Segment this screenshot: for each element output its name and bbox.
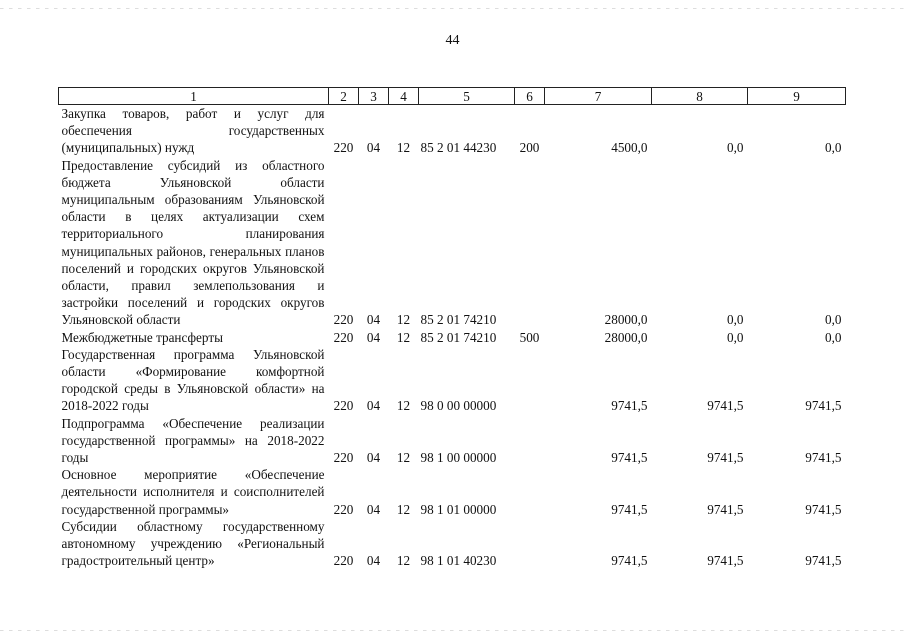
cell-amount-col7: 9741,5 <box>611 501 648 517</box>
cell-amount-col9: 0,0 <box>825 329 842 345</box>
cell-expense-type: 500 <box>519 329 540 345</box>
cell-admin-code: 220 <box>333 312 354 328</box>
cell-subsection-code: 12 <box>396 398 411 414</box>
cell-section-code: 04 <box>366 553 381 569</box>
cell-expense-type: 200 <box>519 140 540 156</box>
table-row <box>59 105 846 157</box>
cell-section-code: 04 <box>366 329 381 345</box>
cell-target-article: 98 1 01 00000 <box>420 501 497 517</box>
cell-amount-col9: 9741,5 <box>805 501 842 517</box>
cell-subsection-code: 12 <box>396 329 411 345</box>
cell-target-article: 98 1 00 00000 <box>420 450 497 466</box>
scan-noise-bottom <box>0 630 905 631</box>
cell-section-code: 04 <box>366 312 381 328</box>
table-row <box>59 329 846 346</box>
cell-admin-code: 220 <box>333 140 354 156</box>
cell-amount-col8: 0,0 <box>727 312 744 328</box>
cell-amount-col8: 9741,5 <box>707 553 744 569</box>
table-row <box>59 415 846 467</box>
table-row <box>59 346 846 415</box>
cell-amount-col7: 28000,0 <box>604 312 648 328</box>
column-header: 2 <box>329 88 359 105</box>
column-header: 7 <box>545 88 652 105</box>
cell-amount-col7: 9741,5 <box>611 398 648 414</box>
cell-admin-code: 220 <box>333 450 354 466</box>
row-description: Государственная программа Ульяновской области «Формирование комфортной городской среды в Ульяновской области» на 2018-2022 годы <box>61 346 325 414</box>
cell-amount-col7: 4500,0 <box>611 140 648 156</box>
column-header: 5 <box>419 88 515 105</box>
cell-amount-col9: 0,0 <box>825 312 842 328</box>
row-description: Межбюджетные трансферты <box>61 329 223 345</box>
cell-amount-col9: 9741,5 <box>805 450 842 466</box>
cell-amount-col8: 9741,5 <box>707 398 744 414</box>
page-number: 44 <box>445 33 460 48</box>
row-description: Подпрограмма «Обеспечение реализации государственной программы» на 2018-2022 годы <box>61 415 325 466</box>
column-header: 4 <box>389 88 419 105</box>
cell-amount-col8: 0,0 <box>727 140 744 156</box>
cell-admin-code: 220 <box>333 501 354 517</box>
cell-amount-col8: 9741,5 <box>707 501 744 517</box>
cell-target-article: 98 1 01 40230 <box>420 553 497 569</box>
cell-amount-col7: 28000,0 <box>604 329 648 345</box>
cell-amount-col9: 0,0 <box>825 140 842 156</box>
row-description: Субсидии областному государственному автономному учреждению «Региональный градостроительный центр» <box>61 518 325 569</box>
cell-subsection-code: 12 <box>396 140 411 156</box>
scan-noise-top <box>0 8 905 9</box>
column-header: 6 <box>515 88 545 105</box>
cell-target-article: 85 2 01 74210 <box>420 312 497 328</box>
column-header: 8 <box>652 88 748 105</box>
cell-amount-col7: 9741,5 <box>611 553 648 569</box>
row-description: Предоставление субсидий из областного бюджета Ульяновской области муниципальным образованиям Ульяновской области в целях актуализации схем территориального планирования муниципальных районов, генеральных планов поселений и городских округов Ульяновской области, правил землепользования и застройки поселений и городских округов Ульяновской области <box>61 157 325 328</box>
column-header: 1 <box>59 88 329 105</box>
cell-section-code: 04 <box>366 398 381 414</box>
cell-amount-col8: 9741,5 <box>707 450 744 466</box>
cell-expense-type <box>515 415 545 467</box>
table-row <box>59 518 846 570</box>
table-row <box>59 157 846 329</box>
row-description: Основное мероприятие «Обеспечение деятельности исполнителя и соисполнителей государственной программы» <box>61 467 325 517</box>
cell-amount-col9: 9741,5 <box>805 398 842 414</box>
cell-amount-col9: 9741,5 <box>805 553 842 569</box>
budget-table <box>58 87 846 569</box>
header-row <box>59 88 846 105</box>
cell-target-article: 85 2 01 74210 <box>420 329 497 345</box>
cell-target-article: 85 2 01 44230 <box>420 140 497 156</box>
cell-expense-type <box>515 518 545 570</box>
column-header: 3 <box>359 88 389 105</box>
cell-target-article: 98 0 00 00000 <box>420 398 497 414</box>
row-description: Закупка товаров, работ и услуг для обеспечения государственных (муниципальных) нужд <box>61 106 325 156</box>
column-header: 9 <box>748 88 846 105</box>
cell-subsection-code: 12 <box>396 501 411 517</box>
cell-section-code: 04 <box>366 501 381 517</box>
cell-subsection-code: 12 <box>396 450 411 466</box>
cell-admin-code: 220 <box>333 329 354 345</box>
cell-admin-code: 220 <box>333 398 354 414</box>
cell-expense-type <box>515 466 545 518</box>
cell-amount-col7: 9741,5 <box>611 450 648 466</box>
table-body <box>59 105 846 570</box>
cell-subsection-code: 12 <box>396 553 411 569</box>
cell-section-code: 04 <box>366 140 381 156</box>
table-row <box>59 466 846 518</box>
cell-admin-code: 220 <box>333 553 354 569</box>
cell-expense-type <box>515 346 545 415</box>
cell-amount-col8: 0,0 <box>727 329 744 345</box>
cell-section-code: 04 <box>366 450 381 466</box>
cell-expense-type <box>515 157 545 329</box>
cell-subsection-code: 12 <box>396 312 411 328</box>
